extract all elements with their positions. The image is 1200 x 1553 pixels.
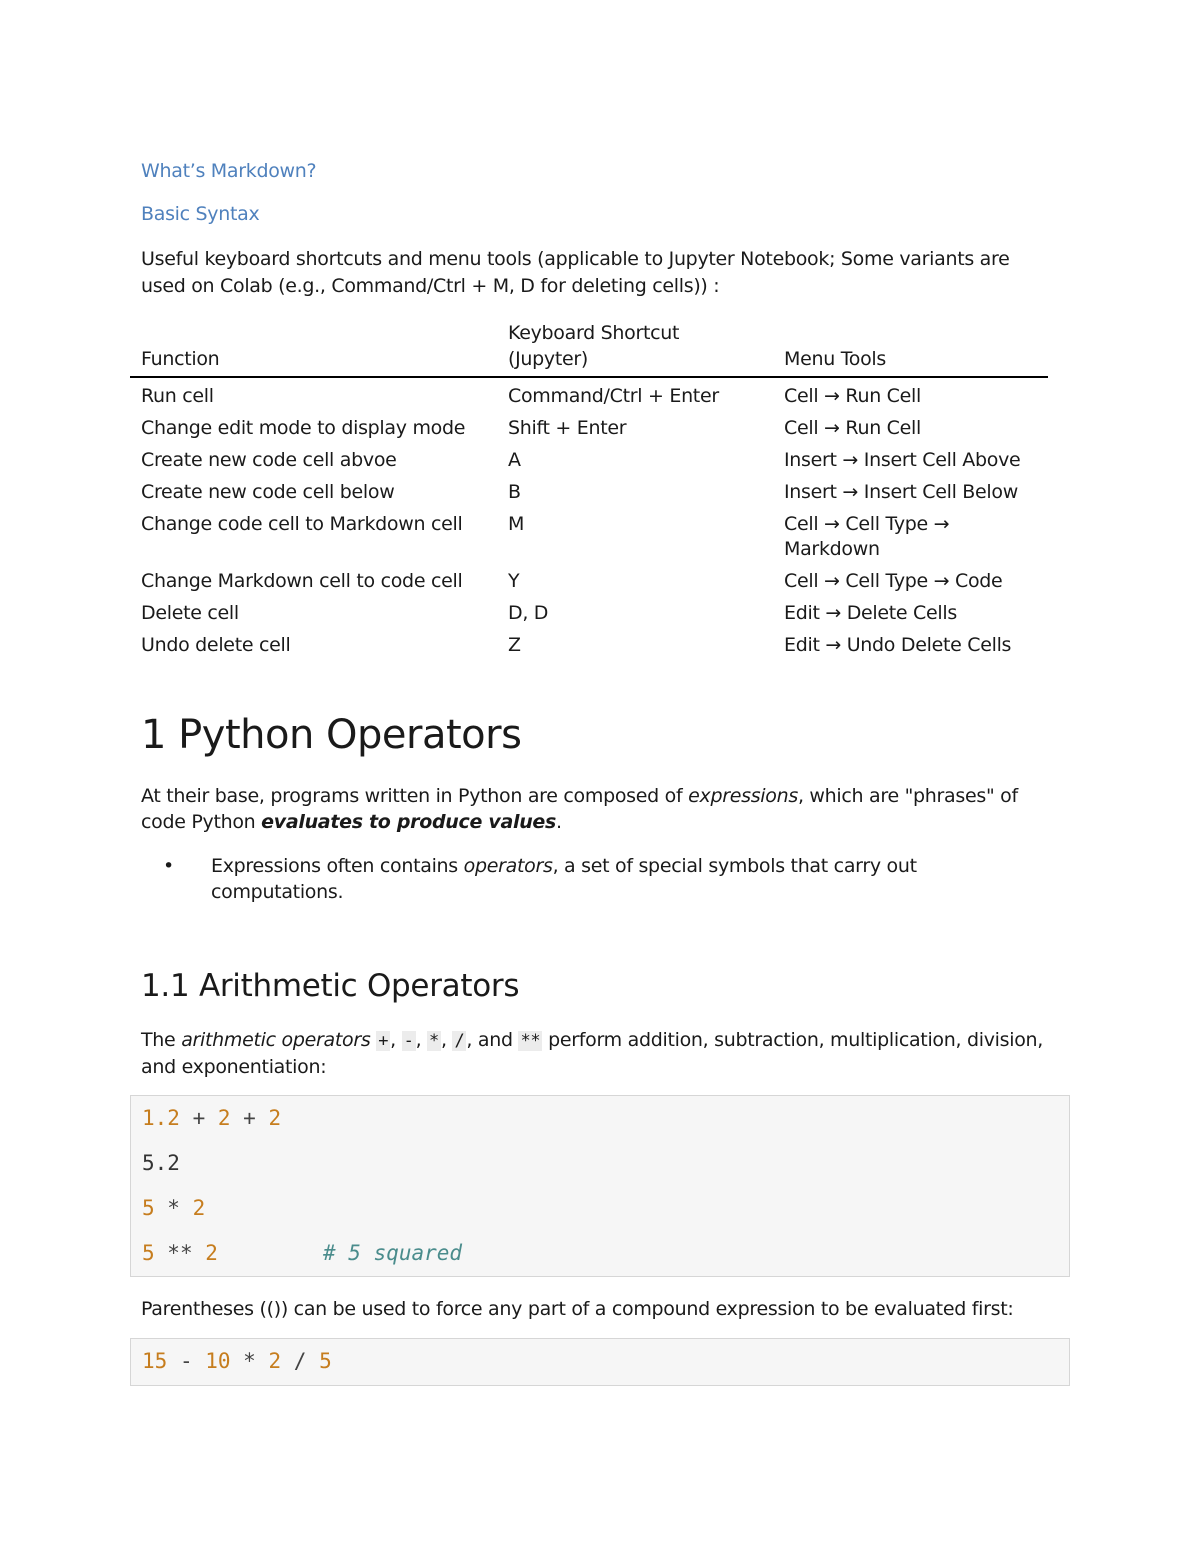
table-row [130, 377, 1048, 412]
code-cell-parentheses[interactable] [130, 1338, 1070, 1386]
code-operator: + [179, 1106, 218, 1130]
code-number: 5 [319, 1349, 332, 1373]
table-cell: M [508, 513, 525, 535]
code-number: 10 [205, 1349, 231, 1373]
code-operator: + [230, 1106, 269, 1130]
table-row [130, 444, 1048, 476]
code-number: 2 [268, 1106, 282, 1130]
table-header-row [130, 320, 1048, 377]
whats-markdown-link[interactable]: What’s Markdown? [141, 160, 317, 182]
code-operator: * [154, 1196, 193, 1220]
code-output: 5.2 [142, 1151, 180, 1175]
table-cell: Change code cell to Markdown cell [141, 513, 463, 535]
table-cell: Change Markdown cell to code cell [141, 570, 463, 592]
text-run: , [440, 1029, 453, 1051]
table-cell: Cell → Cell Type → Code [784, 570, 1003, 592]
table-cell: Z [508, 634, 521, 656]
table-cell: B [508, 481, 521, 503]
table-cell: Run cell [141, 385, 214, 407]
code-number: 15 [142, 1349, 168, 1373]
table-row [130, 476, 1048, 508]
table-cell: Cell → Run Cell [784, 385, 921, 407]
table-cell: Delete cell [141, 602, 239, 624]
code-operator: / [281, 1349, 320, 1373]
expressions-paragraph [141, 783, 1056, 835]
code-number: 2 [268, 1349, 282, 1373]
inline-code-divide: / [454, 1031, 465, 1051]
emphasis-expressions: expressions [688, 785, 798, 807]
text-run: The [141, 1029, 182, 1051]
table-header-shortcut: Keyboard Shortcut (Jupyter) [497, 320, 773, 377]
code-operator: ** [154, 1241, 206, 1265]
code-line [142, 1106, 281, 1130]
emphasis-arithmetic-operators: arithmetic operators [181, 1029, 371, 1051]
code-line [142, 1196, 205, 1220]
operators-bullet-item [211, 853, 971, 905]
table-row [130, 508, 1048, 565]
section-heading-python-operators: 1 Python Operators [141, 712, 522, 758]
text-run: , which are "phrases" of code Python [141, 785, 1018, 833]
code-line [142, 1241, 218, 1265]
code-number: 2 [217, 1106, 231, 1130]
arithmetic-paragraph [141, 1027, 1056, 1080]
table-cell: Command/Ctrl + Enter [508, 385, 719, 407]
text-run: Expressions often contains [211, 855, 464, 877]
table-cell: Insert → Insert Cell Below [784, 481, 1018, 503]
shortcuts-table [130, 320, 1048, 661]
code-cell-arithmetic[interactable] [130, 1095, 1070, 1277]
text-run: , [415, 1029, 428, 1051]
table-header-menu: Menu Tools [773, 320, 1048, 377]
intro-paragraph: Useful keyboard shortcuts and menu tools (applicable to Jupyter Notebook; Some variants are used on Colab (e.g., Command/Ctrl + M, D for deleting cells)) : [141, 248, 1010, 297]
table-row [130, 565, 1048, 597]
bullet-marker: • [163, 855, 175, 877]
text-run: At their base, programs written in Python are composed of [141, 785, 689, 807]
inline-code-power: ** [520, 1031, 541, 1051]
table-cell: Edit → Delete Cells [784, 602, 957, 624]
inline-code-plus: + [378, 1031, 389, 1051]
code-operator: - [167, 1349, 206, 1373]
code-comment: # 5 squared [323, 1241, 463, 1265]
emphasis-operators: operators [463, 855, 553, 877]
code-output-line [142, 1151, 180, 1175]
strong-evaluates: evaluates to produce values [261, 811, 557, 833]
table-cell: Y [508, 570, 520, 592]
table-cell: Create new code cell abvoe [141, 449, 397, 471]
table-cell: Shift + Enter [508, 417, 627, 439]
code-number: 5 [142, 1241, 155, 1265]
code-number: 5 [142, 1196, 155, 1220]
inline-code-times: * [429, 1031, 439, 1051]
table-cell: Undo delete cell [141, 634, 291, 656]
table-cell: Edit → Undo Delete Cells [784, 634, 1012, 656]
table-header-function: Function [130, 320, 497, 377]
code-line [142, 1349, 332, 1373]
text-run: , [390, 1029, 402, 1051]
table-cell: Cell → Cell Type → Markdown [784, 513, 950, 560]
code-operator: * [230, 1349, 269, 1373]
table-row [130, 597, 1048, 629]
table-cell: Cell → Run Cell [784, 417, 921, 439]
basic-syntax-link[interactable]: Basic Syntax [141, 203, 260, 225]
code-number: 2 [192, 1196, 206, 1220]
code-number: 2 [205, 1241, 218, 1265]
table-row [130, 629, 1048, 661]
code-comment-line [323, 1241, 462, 1265]
inline-code-minus: - [403, 1031, 414, 1051]
parentheses-paragraph: Parentheses (()) can be used to force any part of a compound expression to be evaluated first: [141, 1298, 1014, 1320]
table-cell: D, D [508, 602, 549, 624]
table-cell: Change edit mode to display mode [141, 417, 466, 439]
text-run: , and [466, 1029, 519, 1051]
text-run: , a set of special symbols that carry out computations. [211, 855, 917, 903]
table-cell: A [508, 449, 521, 471]
text-run: perform addition, subtraction, multiplication, division, and exponentiation: [141, 1029, 1044, 1078]
table-row [130, 412, 1048, 444]
table-cell: Insert → Insert Cell Above [784, 449, 1021, 471]
text-run: . [556, 811, 562, 833]
table-cell: Create new code cell below [141, 481, 395, 503]
section-heading-arithmetic-operators: 1.1 Arithmetic Operators [141, 968, 520, 1004]
code-number: 1.2 [142, 1106, 180, 1130]
